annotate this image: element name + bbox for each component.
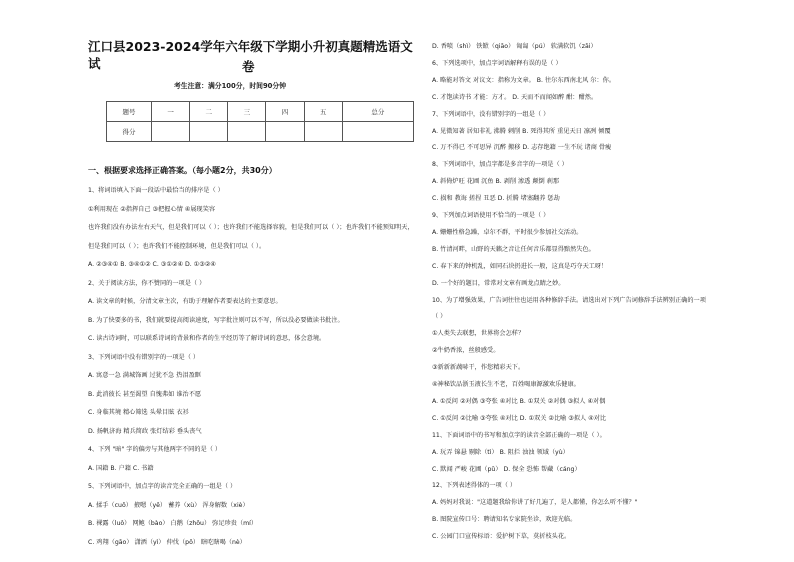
question-line: 6、下列选项中，加点字词语解释有误的是（ ） [432, 59, 562, 67]
section-1-heading: 一、根据要求选择正确答案。（每小题2分，共30分） [88, 166, 277, 175]
left-column [88, 0, 418, 562]
question-line: ①利用现在 ②指挥自己 ③把握心情 ④展现笑容 [88, 205, 216, 213]
question-line: C. 身临其境 精心筛选 头晕目眩 衣衫 [88, 409, 189, 416]
question-line: D. 香喷（shì） 铁锨（qiāo） 匍匐（pú） 软满软饥（zāi） [432, 43, 597, 50]
question-line: 4、下列 "暗" 字的偏旁与其他两字不同的是（ ） [88, 446, 222, 453]
question-line: C. 默闻 严峻 花圃（pǔ） D. 保全 恐怖 帮藏（cáng） [432, 465, 581, 473]
question-line: 7、下列词语中，没有错别字的一组是（ ） [432, 110, 550, 118]
score-row-label: 得分 [107, 122, 152, 142]
score-header-cell: 五 [304, 102, 342, 122]
question-line: C. 读古诗词时，可以联系诗词的背景和作者的生平经历等了解诗词的意思，体会意境。 [88, 335, 326, 342]
question-line: A. 揉手（cuō） 掖嗯（yē） 蓄养（xù） 浑身解数（xiè） [88, 501, 249, 509]
question-line: A. 玩弄 锦悬 剔除（tì） B. 阻拦 浊浊 领域（yù） [432, 448, 569, 456]
score-cell[interactable] [190, 122, 228, 142]
question-line: C. 损和 教诲 搓捏 丑恶 D. 折腾 堵塞翻养 惩劫 [432, 195, 560, 203]
score-cell[interactable] [304, 122, 342, 142]
question-line: A. 寓意一急 满城饰画 过犹不急 热泪盈眶 [88, 372, 201, 379]
question-line: 8、下列词语中，加点字都是多音字的一项是（ ） [432, 161, 568, 169]
question-line: 2、关于阅读方法，你不赞同的一项是（ ） [88, 279, 206, 287]
question-line: B. 此消彼长 甚至渴望 自愧弗如 谁治不愿 [88, 390, 202, 398]
question-line: B. 为了快要多的书，我们就要提高阅读速度，写字批注则可以不写，所以没必要做读书批注。 [88, 316, 344, 324]
question-line: 12、下列表述得体的一项（ ） [432, 482, 517, 490]
score-cell[interactable] [342, 122, 413, 142]
question-line: ①人类失去联想，世界将会怎样？ [432, 330, 525, 338]
question-line: B. 裸露（luǒ） 网鲍（bào） 白鹅（zhōu） 弥足珍贵（mí） [88, 520, 258, 527]
question-line: 1、将词语填入下面一段话中最恰当的排序是（ ） [88, 187, 224, 194]
question-line: B. 竹清河畔，山野的天籁之音让任何音乐都显得黯然失色。 [432, 245, 595, 253]
question-line: C. 鸡翔（gāo） 潇洒（yì） 仲伐（pō） 瞎吃瞎喝（nè） [88, 538, 246, 546]
question-line: B. 图院宣传口号：聘请知名专家院坐诊，欢迎光临。 [432, 516, 577, 524]
question-line: C. 春下来的钟机乱，如同石块扔进长一般，这真是巧夺天工呀！ [432, 262, 608, 270]
question-line: A. 妈妈对我说："这道题我给你讲了好几遍了，是人都懂，你怎么听不懂？" [432, 499, 638, 507]
question-line: A. 略能对答文 对议文：指称为文章。 B. 往尔东西南北风 尔：你。 [432, 76, 616, 84]
score-header-cell: 一 [152, 102, 190, 122]
exam-title-line2: 卷 [242, 59, 255, 74]
score-table [106, 101, 414, 142]
question-line: 但是我们可以（ ）；也许我们不能控制环境，但是我们可以（ ）。 [88, 242, 266, 250]
left-question-list [88, 186, 418, 556]
exam-title-line1: 江口县2023-2024学年六年级下学期小升初真题精选语文试 [88, 39, 413, 71]
question-line: 11、下面词语中的书写和加点字的读音全部正确的一项是（ ）。 [432, 431, 606, 439]
exam-note: 考生注意：满分100分，时间90分钟 [174, 82, 287, 90]
question-line: ②牛奶香浓，丝般感受。 [432, 347, 500, 355]
score-cell[interactable] [228, 122, 266, 142]
score-header-cell: 三 [228, 102, 266, 122]
right-column [432, 0, 782, 562]
question-line: C. 公园门口宣传标语：爱护树下草，莫折枝头花。 [432, 533, 571, 541]
question-line: A. 读文章的时候，分清文章主次，有助于理解作者要表达的主要意思。 [88, 298, 282, 305]
question-line: A. 国籍 B. 户籍 C. 书籍 [88, 464, 154, 472]
question-line: 9、下列加点词语使用不恰当的一项是（ ） [432, 212, 550, 219]
question-line: A. 姗姗性格急躁，卓尔不群，平时很少参加社交活动。 [432, 228, 583, 236]
score-table-header-row [107, 102, 414, 122]
question-line: C. 万不得已 不可思异 沉醉 搬移 D. 志存绝籍 一生不玩 诸商 骨瘦 [432, 144, 612, 152]
question-line: 10、为了增强效果，广告词往往也运用各种修辞手法。请选出对下列广告词修辞手法辨别正确的一项 [432, 296, 706, 304]
score-cell[interactable] [266, 122, 304, 142]
score-header-cell: 总分 [342, 102, 413, 122]
question-line: D. 扬帆济海 精兵简政 张灯结彩 垂头丧气 [88, 427, 202, 435]
score-cell[interactable] [152, 122, 190, 142]
score-header-cell: 题号 [107, 102, 152, 122]
score-header-cell: 二 [190, 102, 228, 122]
question-line: ③新新新蔬哧干，作您精彩天下。 [432, 364, 525, 372]
question-line: A. 斜倚炉旺 花圃 沉鱼 B. 剥削 渗透 颠倒 刹那 [432, 178, 560, 186]
right-question-list [432, 42, 782, 557]
question-line: ④神秘饮品浙玉液长生不老，百姓喝康源激欢乐健康。 [432, 381, 580, 388]
question-line: A. ②③④① B. ③④①② C. ③①②④ D. ①③②④ [88, 261, 216, 268]
question-line: C. 才饱读诗书 才能：方才。 D. 天而不而闻如醉 酣：酣然。 [432, 93, 598, 101]
question-line: A. ①反问 ②对偶 ③夸张 ④对比 B. ①双关 ②对偶 ③拟人 ④对偶 [432, 397, 606, 405]
question-line: 3、下列词语中没有错别字的一项是（ ） [88, 353, 200, 361]
question-line: A. 见微知著 居知非礼 沸腾 刺削 B. 死得其所 重见天日 凛冽 倾覆 [432, 127, 611, 135]
score-table-score-row [107, 122, 414, 142]
score-header-cell: 四 [266, 102, 304, 122]
question-line: D. 一个好的题目，常常对文章有画龙点睛之妙。 [432, 279, 565, 287]
question-line: C. ①反问 ②比喻 ③夸张 ④对比 D. ①双关 ②比喻 ③拟人 ④对比 [432, 414, 607, 422]
question-line: （ ） [432, 313, 447, 321]
question-line: 5、下列词语中，加点字的读音完全正确的一组是（ ） [88, 483, 237, 490]
question-line: 也许我们没有办法左右天气，但是我们可以（ ）；也许我们不能选择容貌，但是我们可以（ ）；也许我们不能预知明天， [88, 224, 414, 231]
